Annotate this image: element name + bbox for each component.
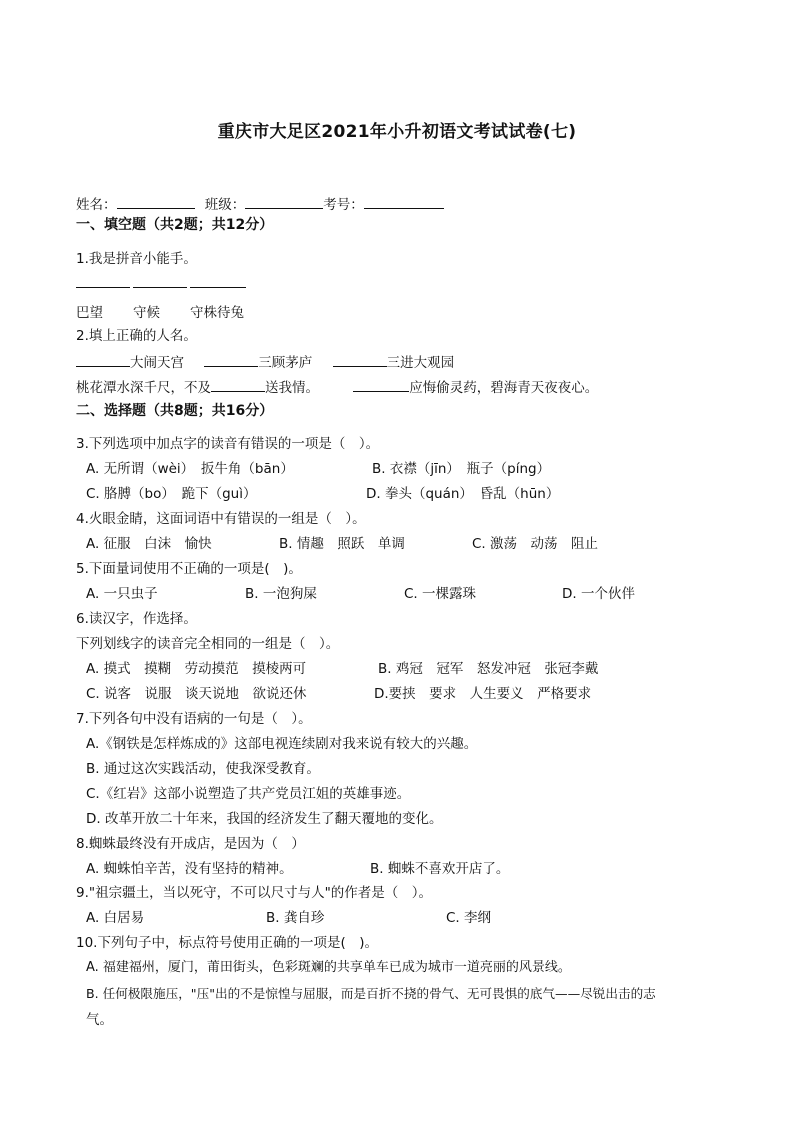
q10-option-b[interactable]: B. 任何极限施压，"压"出的不是惊惶与屈服，而是百折不挠的骨气、无可畏惧的底气——尽锐出击的志 — [86, 986, 656, 1001]
section-choice-heading: 二、选择题（共8题；共16分） — [76, 403, 274, 419]
q5-option-c[interactable]: C. 一棵露珠 — [404, 586, 477, 602]
q5-stem: 5.下面量词使用不正确的一项是( )。 — [76, 561, 302, 577]
q8-option-b[interactable]: B. 蜘蛛不喜欢开店了。 — [370, 861, 510, 877]
q9-stem: 9."祖宗疆土，当以死守，不可以尺寸与人"的作者是（ ）。 — [76, 885, 433, 901]
q5-option-d[interactable]: D. 一个伙伴 — [562, 586, 635, 602]
q2-item-a: 大闹天宫 — [130, 355, 184, 371]
q1-stem: 1.我是拼音小能手。 — [76, 251, 197, 267]
q10-option-a[interactable]: A. 福建福州，厦门，莆田街头，色彩斑斓的共享单车已成为城市一道亮丽的风景线。 — [86, 960, 571, 975]
q6-option-d[interactable]: D.要挟 要求 人生要义 严格要求 — [374, 686, 592, 702]
q7-stem: 7.下列各句中没有语病的一句是（ ）。 — [76, 711, 312, 727]
q5-option-a[interactable]: A. 一只虫子 — [86, 586, 158, 602]
q1-word-2: 守候 — [133, 305, 160, 321]
section-fill-in-heading: 一、填空题（共2题；共12分） — [76, 217, 274, 233]
class-blank[interactable] — [245, 194, 323, 209]
q7-option-b[interactable]: B. 通过这次实践活动，使我深受教育。 — [86, 761, 320, 777]
q4-stem: 4.火眼金睛，这面词语中有错误的一组是（ ）。 — [76, 511, 366, 527]
q2-row-2 — [76, 377, 598, 397]
q6-option-c[interactable]: C. 说客 说服 谈天说地 欲说还休 — [86, 686, 307, 702]
q6-stem: 6.读汉字，作选择。 — [76, 611, 197, 627]
q1-word-1: 巴望 — [76, 305, 103, 321]
q10-stem: 10.下列句子中，标点符号使用正确的一项是( )。 — [76, 935, 379, 951]
q8-option-a[interactable]: A. 蜘蛛怕辛苦，没有坚持的精神。 — [86, 861, 293, 877]
q7-option-d[interactable]: D. 改革开放二十年来，我国的经济发生了翻天覆地的变化。 — [86, 811, 443, 827]
q3-option-a[interactable]: A. 无所谓（wèi） 扳牛角（bān） — [86, 461, 294, 477]
q4-option-c[interactable]: C. 激荡 动荡 阻止 — [472, 536, 599, 552]
pinyin-blank-3[interactable] — [190, 287, 246, 288]
q6-option-b[interactable]: B. 鸡冠 冠军 怒发冲冠 张冠李戴 — [378, 661, 599, 677]
pinyin-blank-2[interactable] — [133, 287, 187, 288]
class-label: 班级： — [204, 197, 246, 213]
q6-substem: 下列划线字的读音完全相同的一组是（ ）。 — [76, 636, 340, 652]
student-info-row — [76, 194, 444, 214]
q5-option-b[interactable]: B. 一泡狗屎 — [245, 586, 317, 602]
q9-option-a[interactable]: A. 白居易 — [86, 910, 145, 926]
q3-stem: 3.下列选项中加点字的读音有错误的一项是（ ）。 — [76, 436, 380, 452]
q4-option-a[interactable]: A. 征服 白沫 愉快 — [86, 536, 212, 552]
exam-number-blank[interactable] — [364, 194, 444, 209]
q7-option-a[interactable]: A.《钢铁是怎样炼成的》这部电视连续剧对我来说有较大的兴趣。 — [86, 736, 478, 752]
q3-option-c[interactable]: C. 胳膊（bo） 跪下（guì） — [86, 486, 257, 502]
name-label: 姓名： — [76, 197, 117, 213]
q2-item-e: 应悔偷灵药，碧海青天夜夜心。 — [409, 380, 599, 396]
q9-option-c[interactable]: C. 李纲 — [446, 910, 492, 926]
q6-option-a[interactable]: A. 摸式 摸糊 劳动摸范 摸棱两可 — [86, 661, 307, 677]
pinyin-blank-1[interactable] — [76, 287, 130, 288]
q3-option-b[interactable]: B. 衣襟（jīn） 瓶子（píng） — [372, 461, 551, 477]
q2-blank-b[interactable] — [204, 352, 258, 367]
q2-stem: 2.填上正确的人名。 — [76, 328, 197, 344]
q2-item-d-end: 送我情。 — [265, 380, 319, 396]
q7-option-c[interactable]: C.《红岩》这部小说塑造了共产党员江姐的英雄事迹。 — [86, 786, 411, 802]
q10-option-b-continued: 气。 — [86, 1012, 113, 1028]
q2-item-b: 三顾茅庐 — [258, 355, 313, 371]
exam-number-label: 考号： — [323, 197, 364, 213]
name-blank[interactable] — [117, 194, 195, 209]
q2-item-c: 三进大观园 — [386, 355, 455, 371]
q8-stem: 8.蜘蛛最终没有开成店，是因为（ ） — [76, 836, 305, 852]
q9-option-b[interactable]: B. 龚自珍 — [266, 910, 325, 926]
q2-item-d-start: 桃花潭水深千尺，不及 — [76, 380, 211, 396]
q4-option-b[interactable]: B. 情趣 照跃 单调 — [279, 536, 405, 552]
page-title: 重庆市大足区2021年小升初语文考试试卷(七) — [217, 122, 577, 142]
q2-blank-a[interactable] — [76, 352, 130, 367]
q2-row-1 — [76, 352, 454, 372]
q2-blank-d[interactable] — [211, 377, 265, 392]
q1-word-3: 守株待兔 — [190, 305, 244, 321]
q2-blank-e[interactable] — [353, 377, 409, 392]
q2-blank-c[interactable] — [333, 352, 387, 367]
q3-option-d[interactable]: D. 拳头（quán） 昏乱（hūn） — [366, 486, 560, 502]
